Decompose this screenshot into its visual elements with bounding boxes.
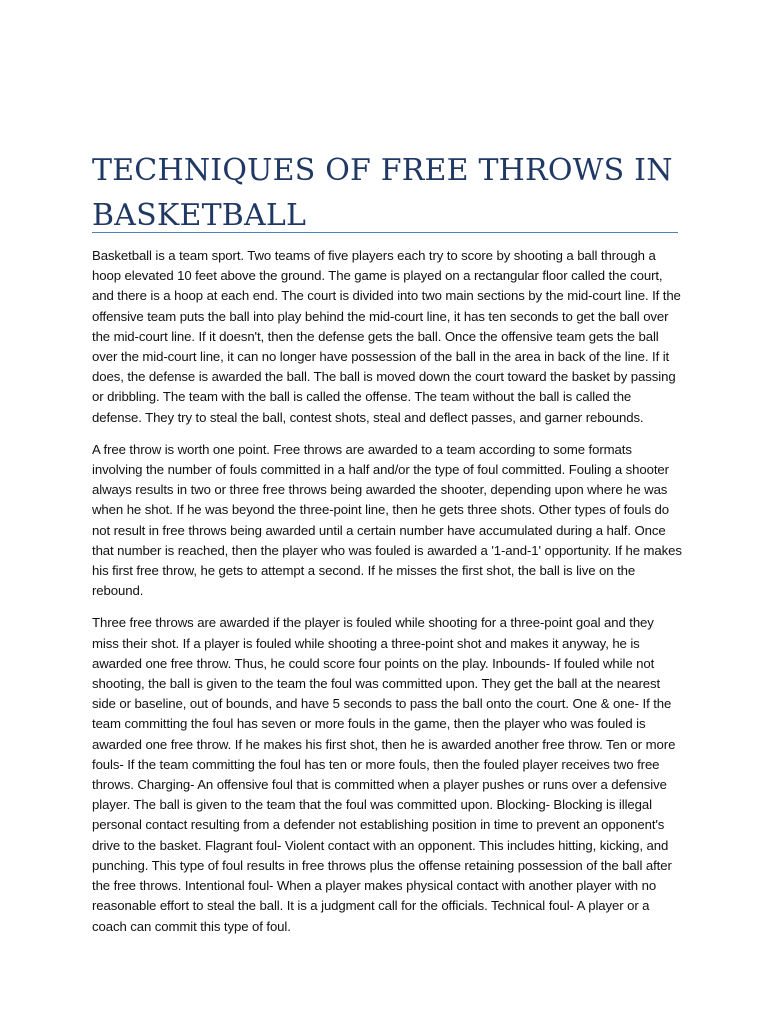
paragraph: A free throw is worth one point. Free throws are awarded to a team according to some formats involving the number of fouls committed in a half and/or the type of foul committed. Fouling a shooter always results in two or three free throws being awarded the shooter, depending upon where he was when he shot. If he was beyond the three-point line, then he gets three shots. Other types of fouls do not result in free throws being awarded until a certain number have accumulated during a half. Once that number is reached, then the player who was fouled is awarded a '1-and-1' opportunity. If he makes his first free throw, he gets to attempt a second. If he misses the first shot, the ball is live on the rebound. (92, 441, 682, 599)
title-divider (92, 232, 678, 233)
document-title: TECHNIQUES OF FREE THROWS IN BASKETBALL (92, 153, 673, 233)
document-body (92, 246, 684, 949)
paragraph: Basketball is a team sport. Two teams of five players each try to score by shooting a ball through a hoop elevated 10 feet above the ground. The game is played on a rectangular floor called the court, and there is a hoop at each end. The court is divided into two main sections by the mid-court line. If the offensive team puts the ball into play behind the mid-court line, it has ten seconds to get the ball over the mid-court line. If it doesn't, then the defense gets the ball. Once the offensive team gets the ball over the mid-court line, it can no longer have possession of the ball in the area in back of the line. If it does, the defense is awarded the ball. The ball is moved down the court toward the basket by passing or dribbling. The team with the ball is called the offense. The team without the ball is called the defense. They try to steal the ball, contest shots, steal and deflect passes, and garner rebounds. (92, 248, 681, 425)
paragraph: Three free throws are awarded if the player is fouled while shooting for a three-point goal and they miss their shot. If a player is fouled while shooting a three-point shot and makes it anyway, he is awarded one free throw. Thus, he could score four points on the play. Inbounds- If fouled while not shooting, the ball is given to the team the foul was committed upon. They get the ball at the nearest side or baseline, out of bounds, and have 5 seconds to pass the ball onto the court. One & one- If the team committing the foul has seven or more fouls in the game, then the player who was fouled is awarded one free throw. If he makes his first shot, then he is awarded another free throw. Ten or more fouls- If the team committing the foul has ten or more fouls, then the fouled player receives two free throws. Charging- An offensive foul that is committed when a player pushes or runs over a defensive player. The ball is given to the team that the foul was committed upon. Blocking- Blocking is illegal personal contact resulting from a defender not establishing position in time to prevent an opponent's drive to the basket. Flagrant foul- Violent contact with an opponent. This includes hitting, kicking, and punching. This type of foul results in free throws plus the offense retaining possession of the ball after the free throws. Intentional foul- When a player makes physical contact with another player with no reasonable effort to steal the ball. It is a judgment call for the officials. Technical foul- A player or a coach can commit this type of foul. (92, 615, 676, 934)
